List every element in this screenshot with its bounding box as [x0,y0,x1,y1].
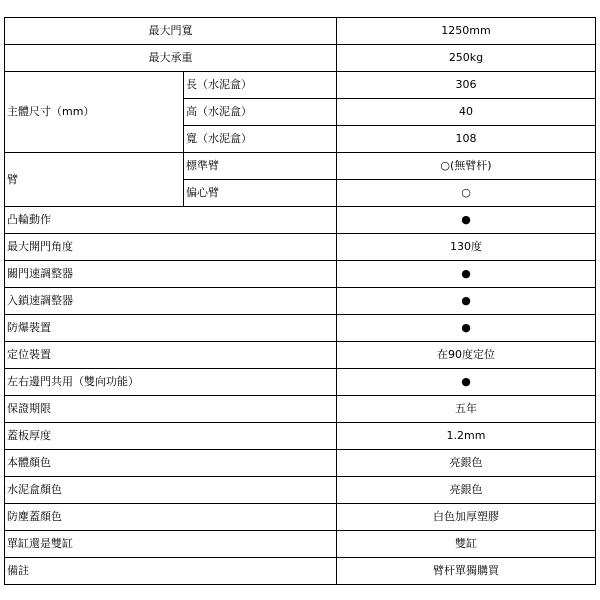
table-row [5,207,596,234]
spec-label: 水泥盒顏色 [5,477,337,504]
length-label: 長（水泥盒） [184,72,337,99]
max-load-label: 最大承重 [5,45,337,72]
table-row [5,450,596,477]
table-row [5,423,596,450]
spec-value: 在90度定位 [337,342,596,369]
height-label: 高（水泥盒） [184,99,337,126]
table-row [5,477,596,504]
standard-arm-label: 標準臂 [184,153,337,180]
spec-value: 130度 [337,234,596,261]
table-row [5,558,596,585]
length-value: 306 [337,72,596,99]
spec-rows [5,207,596,585]
offset-arm-label: 偏心臂 [184,180,337,207]
arm-label: 臂 [5,153,184,207]
body-size-label: 主體尺寸（mm） [5,72,184,153]
max-door-width-value: 1250mm [337,18,596,45]
spec-value: 五年 [337,396,596,423]
table-row [5,153,596,180]
max-door-width-label: 最大門寬 [5,18,337,45]
max-load-value: 250kg [337,45,596,72]
width-value: 108 [337,126,596,153]
spec-label: 入鎖速調整器 [5,288,337,315]
table-row [5,315,596,342]
table-row [5,396,596,423]
table-row [5,72,596,99]
spec-label: 備註 [5,558,337,585]
table-row [5,342,596,369]
spec-label: 左右邊門共用（雙向功能） [5,369,337,396]
spec-value: 臂杆單獨購買 [337,558,596,585]
spec-label: 定位裝置 [5,342,337,369]
table-row [5,45,596,72]
height-value: 40 [337,99,596,126]
spec-label: 關門速調整器 [5,261,337,288]
table-row [5,369,596,396]
spec-value: ● [337,369,596,396]
spec-value: ● [337,261,596,288]
spec-label: 單缸還是雙缸 [5,531,337,558]
spec-value: 亮銀色 [337,450,596,477]
spec-value: 雙缸 [337,531,596,558]
standard-arm-value: ○(無臂杆) [337,153,596,180]
spec-label: 防爆裝置 [5,315,337,342]
table-row [5,234,596,261]
spec-label: 蓋板厚度 [5,423,337,450]
spec-value: ● [337,315,596,342]
table-row [5,504,596,531]
spec-value: 白色加厚塑膠 [337,504,596,531]
table-row [5,18,596,45]
offset-arm-value: ○ [337,180,596,207]
table-row [5,288,596,315]
spec-label: 本體顏色 [5,450,337,477]
spec-label: 防塵蓋顏色 [5,504,337,531]
table-row [5,531,596,558]
spec-label: 最大開門角度 [5,234,337,261]
spec-value: ● [337,207,596,234]
spec-value: 1.2mm [337,423,596,450]
spec-label: 凸輪動作 [5,207,337,234]
table-row [5,261,596,288]
spec-table [4,17,596,585]
spec-value: ● [337,288,596,315]
spec-value: 亮銀色 [337,477,596,504]
width-label: 寬（水泥盒） [184,126,337,153]
spec-label: 保證期限 [5,396,337,423]
